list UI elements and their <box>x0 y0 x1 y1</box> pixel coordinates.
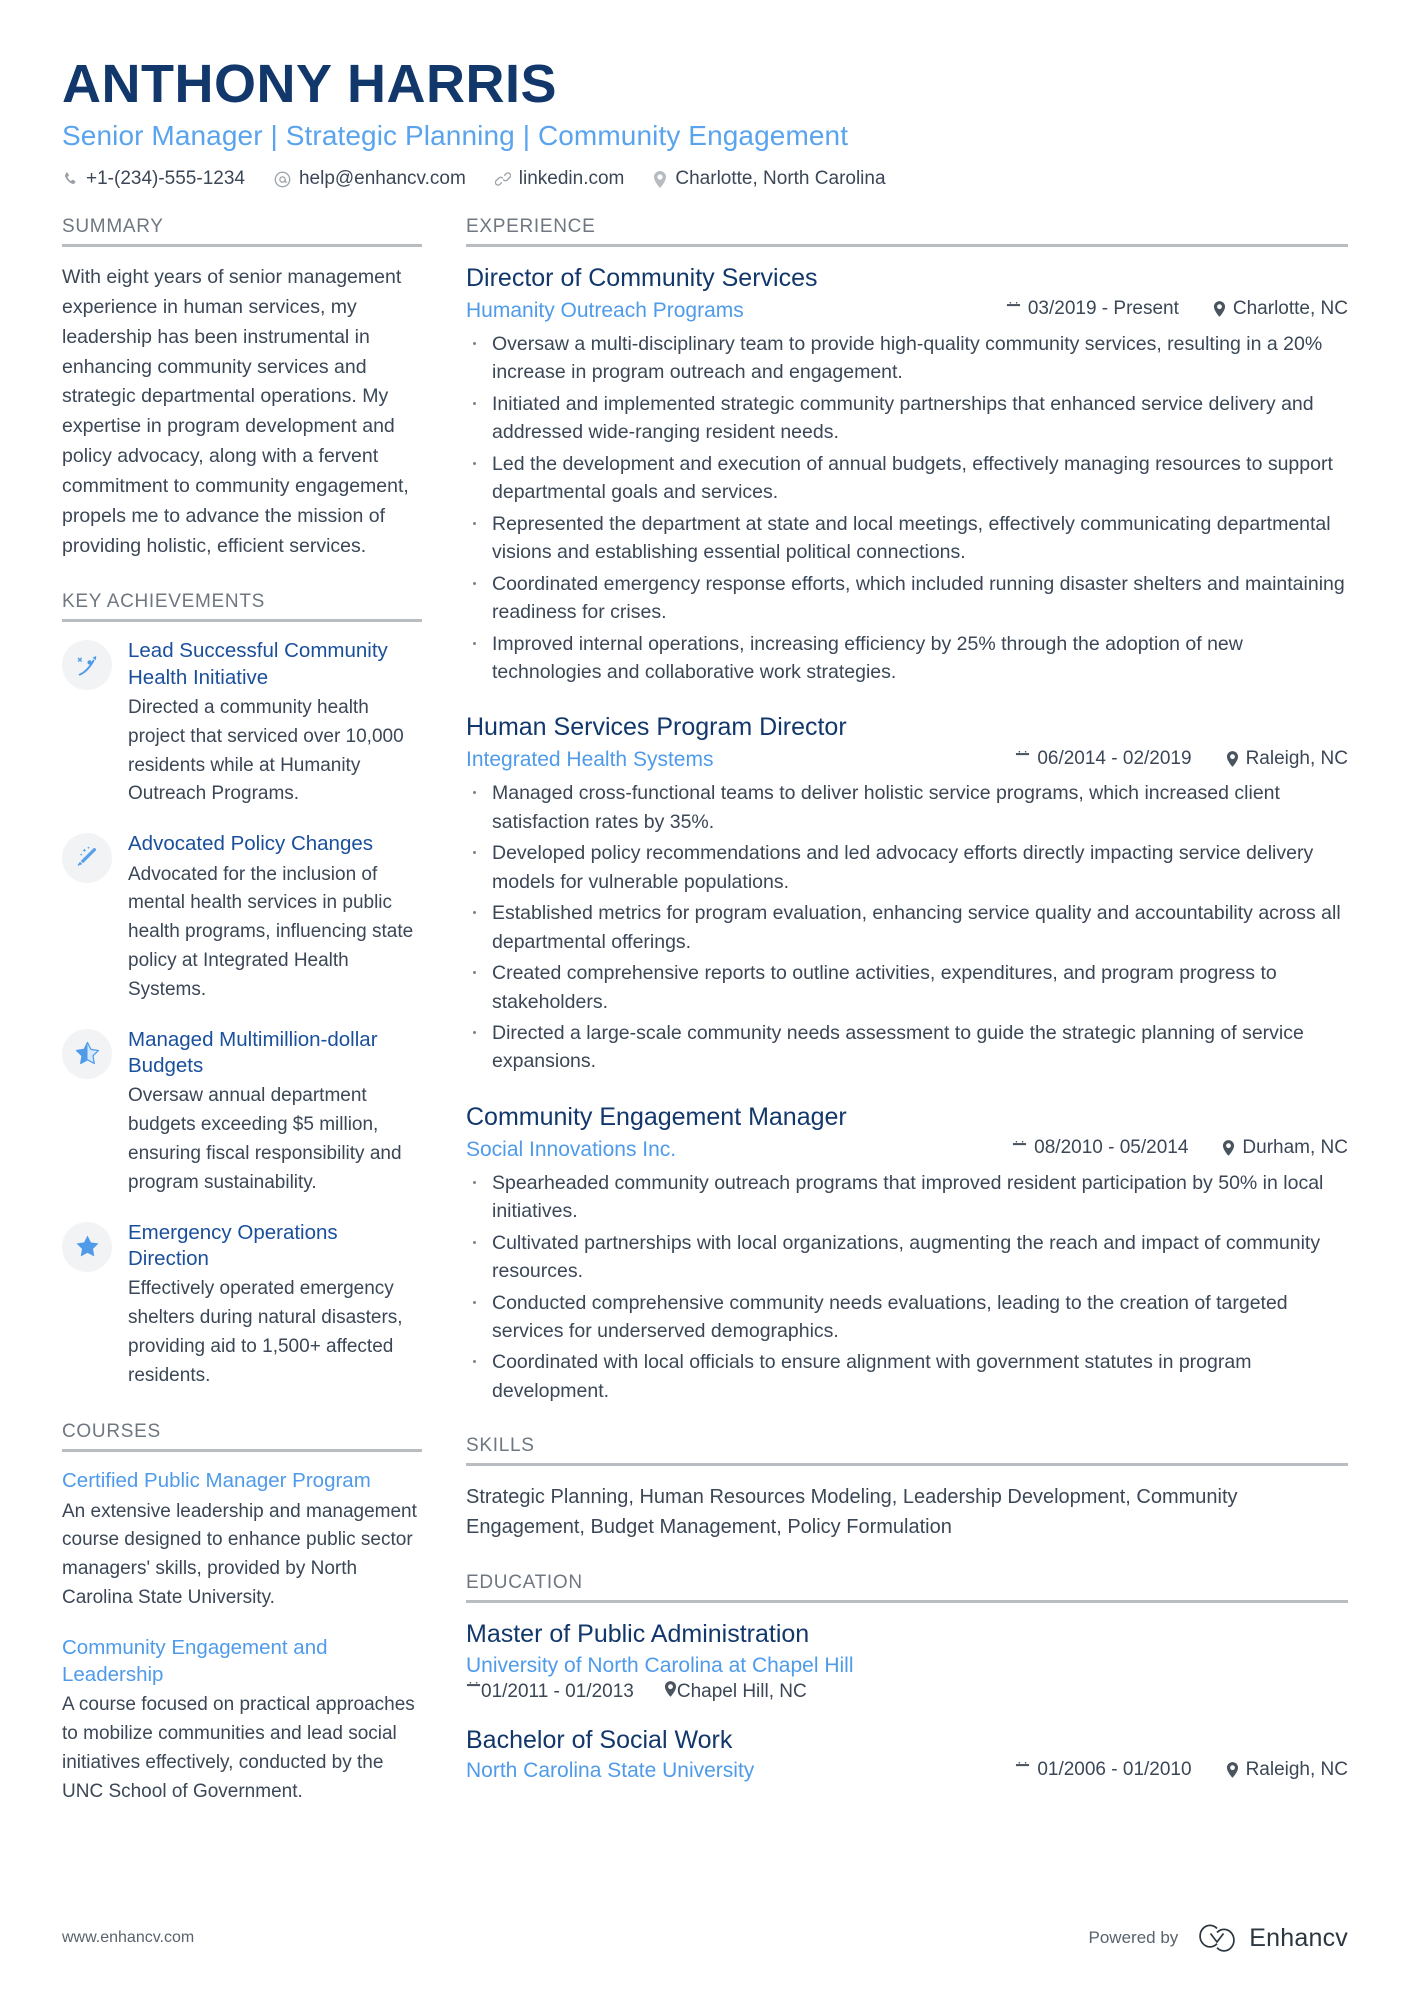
job-bullet: Oversaw a multi-disciplinary team to provide high-quality community services, resulting in a 20% increase in program outreach and engagement. <box>466 330 1348 387</box>
education-school: North Carolina State University <box>466 1759 755 1783</box>
job-dates <box>1006 298 1179 320</box>
contact-row <box>62 168 1348 190</box>
job-title: Human Services Program Director <box>466 713 847 742</box>
phone-icon <box>62 171 78 187</box>
education-row <box>466 1759 1348 1784</box>
achievement-title: Advocated Policy Changes <box>128 832 374 856</box>
link-icon <box>495 171 511 187</box>
right-column <box>462 216 1348 1813</box>
education-school: University of North Carolina at Chapel Hill <box>466 1653 854 1677</box>
job-bullet: Directed a large-scale community needs assessment to guide the strategic planning of service expansions. <box>466 1019 1348 1076</box>
education-location-text: Chapel Hill, NC <box>676 1680 807 1702</box>
education-dates-text: 01/2006 - 01/2010 <box>1037 1758 1192 1780</box>
calendar-icon <box>466 1681 481 1703</box>
job-bullets <box>466 1169 1348 1406</box>
skills-text: Strategic Planning, Human Resources Modeling, Leadership Development, Community Engagement, Budget Management, Policy Formulation <box>466 1486 1238 1539</box>
job-location <box>1226 748 1348 770</box>
job-bullet: Created comprehensive reports to outline activities, expenditures, and program progress to stakeholders. <box>466 959 1348 1016</box>
job-title: Community Engagement Manager <box>466 1102 847 1131</box>
section-title-skills: SKILLS <box>466 1435 535 1457</box>
calendar-icon <box>1015 751 1030 766</box>
resume-header <box>62 55 1348 194</box>
contact-email[interactable] <box>274 168 466 190</box>
section-experience <box>466 216 1348 1405</box>
enhancv-brand <box>1194 1923 1348 1953</box>
contact-link-text: linkedin.com <box>518 168 625 190</box>
achievement-item <box>62 638 422 809</box>
achievement-title: Emergency Operations Direction <box>128 1220 338 1271</box>
education-location <box>1226 1759 1348 1781</box>
experience-item <box>466 263 1348 686</box>
achievement-title: Lead Successful Community Health Initiative <box>128 639 388 689</box>
job-bullet: Spearheaded community outreach programs that improved resident participation by 50% in local initiatives. <box>466 1169 1348 1226</box>
job-dates <box>1012 1137 1188 1159</box>
course-description: An extensive leadership and management course designed to enhance public sector managers' skills, provided by North Carolina State University. <box>62 1500 417 1609</box>
achievement-body <box>128 831 422 1005</box>
achievement-description: Oversaw annual department budgets exceeding $5 million, ensuring fiscal responsibility and program sustainability. <box>128 1085 402 1194</box>
education-dates <box>466 1681 634 1703</box>
contact-location <box>653 168 885 190</box>
achievement-item <box>62 1220 422 1391</box>
powered-by-label: Powered by <box>1088 1928 1179 1947</box>
section-title-key-achievements: KEY ACHIEVEMENTS <box>62 591 266 613</box>
job-bullet: Led the development and execution of annual budgets, effectively managing resources to support departmental goals and services. <box>466 450 1348 507</box>
education-location-text: Raleigh, NC <box>1245 1758 1348 1780</box>
section-summary <box>62 216 422 561</box>
calendar-icon <box>1015 1762 1030 1777</box>
course-item <box>62 1468 422 1613</box>
job-bullet: Managed cross-functional teams to deliver holistic service programs, which increased client satisfaction rates by 35%. <box>466 779 1348 836</box>
education-degree: Bachelor of Social Work <box>466 1725 733 1754</box>
experience-item <box>466 712 1348 1075</box>
contact-phone-text: +1-(234)-555-1234 <box>86 168 245 190</box>
job-meta-right <box>1006 298 1348 320</box>
professional-headline: Senior Manager | Strategic Planning | Community Engagement <box>62 120 849 152</box>
achievement-body <box>128 1027 422 1198</box>
resume-columns <box>62 216 1348 1837</box>
job-dates-text: 06/2014 - 02/2019 <box>1037 747 1192 769</box>
education-dates-text: 01/2011 - 01/2013 <box>481 1680 634 1702</box>
job-meta <box>466 748 1348 773</box>
job-location-text: Durham, NC <box>1242 1137 1348 1159</box>
education-meta <box>466 1681 1348 1703</box>
achievement-description: Advocated for the inclusion of mental health services in public health programs, influencing state policy at Integrated Health Systems. <box>128 863 414 1001</box>
job-location-text: Charlotte, NC <box>1232 298 1348 320</box>
calendar-icon <box>1012 1141 1027 1156</box>
email-icon <box>274 171 291 188</box>
half-star-icon <box>62 1029 112 1079</box>
education-dates <box>1015 1759 1191 1781</box>
course-item <box>62 1635 422 1807</box>
job-bullet: Coordinated with local officials to ensure alignment with government statutes in program development. <box>466 1348 1348 1405</box>
magic-wand-icon <box>62 833 112 883</box>
section-divider <box>62 1449 422 1452</box>
location-icon <box>1226 751 1239 767</box>
section-key-achievements <box>62 591 422 1391</box>
section-skills <box>466 1435 1348 1542</box>
job-company: Social Innovations Inc. <box>466 1137 677 1161</box>
enhancv-brand-name: Enhancv <box>1249 1923 1348 1952</box>
job-location <box>1222 1137 1348 1159</box>
job-bullets <box>466 779 1348 1076</box>
job-bullets <box>466 330 1348 687</box>
achievement-description: Directed a community health project that serviced over 10,000 residents while at Humanity Outreach Programs. <box>128 696 404 805</box>
left-column <box>62 216 462 1837</box>
page-footer <box>62 1923 1348 1953</box>
course-description: A course focused on practical approaches to mobilize communities and lead social initiatives effectively, conducted by the UNC School of Government. <box>62 1694 415 1802</box>
job-bullet: Represented the department at state and local meetings, effectively communicating departmental visions and establishing essential political connections. <box>466 510 1348 567</box>
education-location <box>664 1681 807 1703</box>
location-icon <box>1222 1140 1235 1156</box>
achievement-body <box>128 638 422 809</box>
job-bullet: Coordinated emergency response efforts, which included running disaster shelters and maintaining readiness for crises. <box>466 570 1348 627</box>
contact-link[interactable] <box>495 168 625 190</box>
section-title-summary: SUMMARY <box>62 216 164 238</box>
star-icon <box>62 1222 112 1272</box>
section-courses <box>62 1421 422 1807</box>
location-icon <box>664 1681 677 1703</box>
contact-phone[interactable] <box>62 168 245 190</box>
job-meta-right <box>1012 1137 1348 1159</box>
education-item <box>466 1619 1348 1702</box>
contact-location-text: Charlotte, North Carolina <box>675 168 886 190</box>
job-dates-text: 03/2019 - Present <box>1027 298 1179 320</box>
course-title: Certified Public Manager Program <box>62 1468 371 1492</box>
experience-item <box>466 1102 1348 1406</box>
footer-url[interactable]: www.enhancv.com <box>62 1929 195 1946</box>
section-divider <box>62 244 422 247</box>
location-icon <box>653 171 667 188</box>
contact-email-text: help@enhancv.com <box>298 168 466 190</box>
job-company: Humanity Outreach Programs <box>466 298 744 322</box>
section-divider <box>466 1463 1348 1466</box>
section-title-experience: EXPERIENCE <box>466 216 596 238</box>
achievement-body <box>128 1220 422 1391</box>
footer-branding <box>1089 1923 1348 1953</box>
job-location <box>1213 298 1348 320</box>
achievement-item <box>62 831 422 1005</box>
achievement-item <box>62 1027 422 1198</box>
achievement-description: Effectively operated emergency shelters during natural disasters, providing aid to 1,500+ affected residents. <box>128 1278 403 1387</box>
calendar-icon <box>1006 302 1021 317</box>
job-location-text: Raleigh, NC <box>1245 747 1348 769</box>
job-dates <box>1015 748 1191 770</box>
job-company: Integrated Health Systems <box>466 748 714 772</box>
summary-text: With eight years of senior management experience in human services, my leadership has been instrumental in enhancing community services and strategic departmental operations. My expertise in program development and policy advocacy, along with a fervent commitment to community engagement, propels me to advance the mission of providing holistic, efficient services. <box>62 266 409 557</box>
job-title: Director of Community Services <box>466 264 818 293</box>
section-divider <box>466 1600 1348 1603</box>
education-degree: Master of Public Administration <box>466 1620 810 1649</box>
job-dates-text: 08/2010 - 05/2014 <box>1034 1137 1189 1159</box>
section-divider <box>62 619 422 622</box>
education-meta <box>1015 1759 1348 1781</box>
education-item <box>466 1725 1348 1784</box>
job-bullet: Initiated and implemented strategic community partnerships that enhanced service delivery and addressed wide-ranging resident needs. <box>466 390 1348 447</box>
achievement-title: Managed Multimillion-dollar Budgets <box>128 1027 378 1078</box>
page-title: ANTHONY HARRIS <box>62 54 558 114</box>
job-meta-right <box>1015 748 1348 770</box>
job-bullet: Cultivated partnerships with local organizations, augmenting the reach and impact of community resources. <box>466 1229 1348 1286</box>
enhancv-logo-icon <box>1194 1923 1240 1953</box>
job-bullet: Developed policy recommendations and led advocacy efforts directly impacting service delivery models for vulnerable populations. <box>466 839 1348 896</box>
section-divider <box>466 244 1348 247</box>
job-meta <box>466 298 1348 323</box>
job-meta <box>466 1137 1348 1162</box>
job-bullet: Conducted comprehensive community needs evaluations, leading to the creation of targeted services for underserved demographics. <box>466 1289 1348 1346</box>
section-title-courses: COURSES <box>62 1420 161 1442</box>
course-title: Community Engagement and Leadership <box>62 1636 328 1686</box>
strategy-arrow-icon <box>62 640 112 690</box>
section-title-education: EDUCATION <box>466 1572 583 1594</box>
job-bullet: Improved internal operations, increasing efficiency by 25% through the adoption of new technologies and collaborative work strategies. <box>466 630 1348 687</box>
section-education <box>466 1572 1348 1783</box>
job-bullet: Established metrics for program evaluation, enhancing service quality and accountability across all departmental offerings. <box>466 899 1348 956</box>
location-icon <box>1226 1762 1239 1778</box>
location-icon <box>1213 301 1226 317</box>
